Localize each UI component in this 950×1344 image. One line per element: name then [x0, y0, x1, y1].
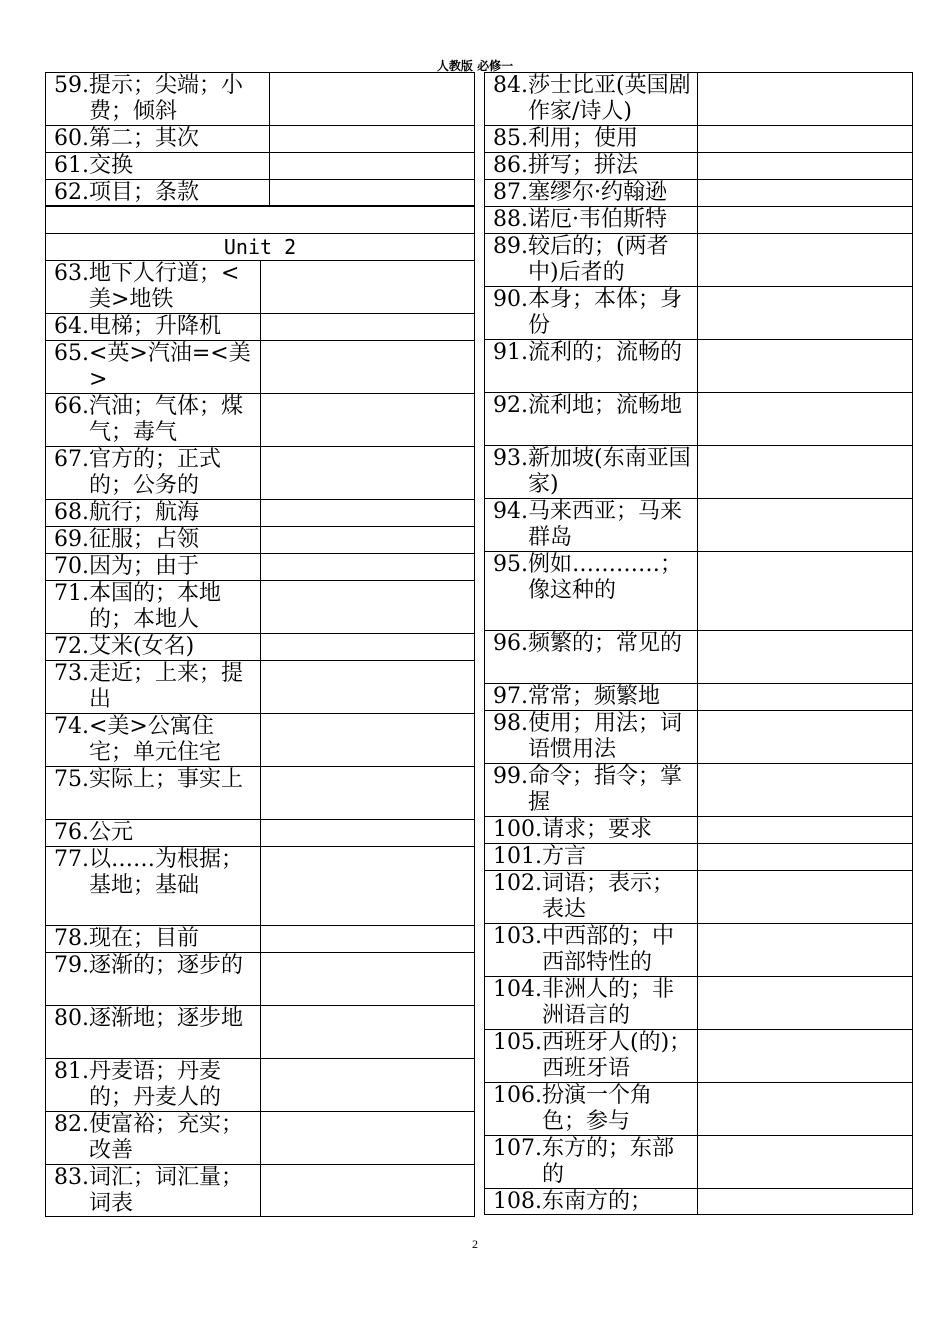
- vocab-row: [45, 499, 475, 526]
- vocab-term: [485, 711, 698, 763]
- answer-blank-cell[interactable]: [698, 977, 912, 1029]
- vocab-row: [484, 683, 913, 710]
- vocab-number: 65.: [54, 341, 89, 366]
- vocab-term: [46, 1165, 261, 1216]
- answer-blank-cell[interactable]: [698, 234, 912, 286]
- vocab-number: 74.: [54, 714, 89, 739]
- vocab-number: 106.: [493, 1083, 542, 1108]
- vocab-meaning: 利用；使用: [528, 126, 639, 151]
- vocab-meaning: 逐渐的；逐步的: [89, 953, 244, 978]
- vocab-term: [46, 394, 261, 446]
- vocab-meaning: 常常；频繁地: [528, 684, 661, 709]
- vocab-number: 59.: [54, 73, 89, 98]
- answer-blank-cell[interactable]: [261, 820, 474, 846]
- vocab-term: [46, 73, 270, 125]
- vocab-term: [46, 953, 261, 1005]
- vocab-number: 85.: [493, 126, 528, 151]
- vocab-number: 94.: [493, 499, 528, 524]
- answer-blank-cell[interactable]: [698, 552, 912, 630]
- vocab-number: 77.: [54, 847, 89, 872]
- vocab-meaning: 请求；要求: [541, 817, 652, 842]
- vocab-number: 82.: [54, 1112, 89, 1137]
- vocab-meaning: 使富裕；充实；改善: [89, 1112, 244, 1163]
- vocab-meaning: 东南方的；: [541, 1189, 652, 1214]
- vocab-term: [485, 1030, 698, 1082]
- vocab-meaning: 新加坡(东南亚国家): [528, 446, 691, 497]
- vocab-meaning: 方言: [541, 844, 586, 869]
- vocab-term: [46, 126, 270, 152]
- vocab-number: 90.: [493, 287, 528, 312]
- vocab-row: [484, 976, 913, 1029]
- vocab-row: [484, 1029, 913, 1082]
- vocab-meaning: 莎士比亚(英国剧作家/诗人): [528, 73, 691, 124]
- vocab-row: [484, 445, 913, 498]
- vocab-meaning: 流利地；流畅地: [528, 393, 683, 418]
- vocab-meaning: 诺厄·韦伯斯特: [528, 207, 667, 232]
- vocab-row: [484, 179, 913, 206]
- vocab-meaning: 逐渐地；逐步地: [89, 1006, 244, 1031]
- vocab-term: [46, 554, 261, 580]
- vocab-meaning: 词汇；词汇量；词表: [89, 1165, 244, 1216]
- answer-blank-cell[interactable]: [261, 714, 474, 766]
- vocab-number: 70.: [54, 554, 89, 579]
- vocab-row: [45, 72, 475, 125]
- vocab-number: 102.: [493, 871, 542, 896]
- answer-blank-cell[interactable]: [698, 764, 912, 816]
- answer-blank-cell[interactable]: [261, 634, 474, 660]
- vocab-row: [484, 843, 913, 870]
- vocab-row: [484, 551, 913, 630]
- vocab-term: [485, 446, 698, 498]
- vocab-meaning: 中西部的；中西部特性的: [541, 924, 674, 975]
- vocab-number: 107.: [493, 1136, 542, 1161]
- left-top-rows: [45, 72, 475, 206]
- vocab-meaning: 较后的；(两者中)后者的: [528, 234, 669, 285]
- vocab-meaning: 征服；占领: [89, 527, 200, 552]
- vocab-term: [46, 500, 261, 526]
- answer-blank-cell[interactable]: [261, 953, 474, 1005]
- answer-blank-cell[interactable]: [698, 1030, 912, 1082]
- vocab-number: 86.: [493, 153, 528, 178]
- vocab-term: [46, 714, 261, 766]
- vocab-term: [46, 581, 261, 633]
- vocab-number: 87.: [493, 180, 528, 205]
- vocab-term: [46, 447, 261, 499]
- vocab-number: 108.: [493, 1189, 542, 1214]
- vocab-term: [485, 180, 698, 206]
- vocab-number: 88.: [493, 207, 528, 232]
- vocab-term: [485, 871, 698, 923]
- answer-blank-cell[interactable]: [698, 446, 912, 498]
- vocab-row: [484, 233, 913, 286]
- answer-blank-cell[interactable]: [698, 684, 912, 710]
- vocab-meaning: <美>公寓住宅；单元住宅: [89, 714, 222, 765]
- vocab-meaning: 地下人行道；<美>地铁: [89, 261, 240, 312]
- vocab-term: [485, 844, 698, 870]
- vocab-term: [485, 552, 698, 630]
- vocab-row: [484, 339, 913, 392]
- vocab-number: 71.: [54, 581, 89, 606]
- vocab-number: 66.: [54, 394, 89, 419]
- vocab-meaning: <英>汽油=<美>: [89, 341, 251, 392]
- vocab-term: [485, 684, 698, 710]
- vocab-number: 76.: [54, 820, 89, 845]
- vocab-row: [45, 313, 475, 340]
- vocab-row: [45, 340, 475, 393]
- vocab-meaning: 走近；上来；提出: [89, 661, 244, 712]
- right-vocab-table: [484, 72, 913, 1215]
- vocab-meaning: 官方的；正式的；公务的: [89, 447, 222, 498]
- vocab-number: 98.: [493, 711, 528, 736]
- vocab-row: [484, 1082, 913, 1135]
- vocab-term: [485, 340, 698, 392]
- vocab-number: 83.: [54, 1165, 89, 1190]
- answer-blank-cell[interactable]: [261, 661, 474, 713]
- vocab-term: [485, 764, 698, 816]
- answer-blank-cell[interactable]: [261, 527, 474, 553]
- vocab-term: [485, 817, 698, 843]
- vocab-row: [45, 260, 475, 313]
- answer-blank-cell[interactable]: [698, 340, 912, 392]
- answer-blank-cell[interactable]: [261, 1059, 474, 1111]
- vocab-number: 89.: [493, 234, 528, 259]
- vocab-meaning: 频繁的；常见的: [528, 631, 683, 656]
- answer-blank-cell[interactable]: [698, 207, 912, 233]
- answer-blank-cell[interactable]: [270, 180, 474, 205]
- vocab-number: 99.: [493, 764, 528, 789]
- vocab-meaning: 因为；由于: [89, 554, 200, 579]
- vocab-number: 97.: [493, 684, 528, 709]
- vocab-meaning: 电梯；升降机: [89, 314, 222, 339]
- left-bottom-rows: [45, 260, 475, 1217]
- vocab-term: [46, 926, 261, 952]
- vocab-number: 105.: [493, 1030, 542, 1055]
- vocab-number: 104.: [493, 977, 542, 1002]
- vocab-meaning: 拼写；拼法: [528, 153, 639, 178]
- vocab-meaning: 塞缪尔·约翰逊: [528, 180, 667, 205]
- answer-blank-cell[interactable]: [270, 126, 474, 152]
- vocab-row: [484, 763, 913, 816]
- vocab-term: [46, 847, 261, 925]
- vocab-term: [485, 631, 698, 683]
- vocab-row: [45, 446, 475, 499]
- answer-blank-cell[interactable]: [698, 499, 912, 551]
- vocab-meaning: 第二；其次: [89, 126, 200, 151]
- vocab-meaning: 流利的；流畅的: [528, 340, 683, 365]
- vocab-row: [484, 152, 913, 179]
- vocab-number: 95.: [493, 552, 528, 577]
- answer-blank-cell[interactable]: [270, 73, 474, 125]
- vocab-term: [485, 126, 698, 152]
- vocab-row: [484, 1188, 913, 1215]
- vocab-meaning: 现在；目前: [89, 926, 200, 951]
- vocab-number: 67.: [54, 447, 89, 472]
- vocab-row: [45, 1058, 475, 1111]
- vocab-meaning: 实际上；事实上: [89, 767, 244, 792]
- vocab-term: [485, 1136, 698, 1188]
- answer-blank-cell[interactable]: [698, 180, 912, 206]
- vocab-row: [45, 553, 475, 580]
- vocab-row: [484, 1135, 913, 1188]
- answer-blank-cell[interactable]: [261, 500, 474, 526]
- vocab-row: [45, 952, 475, 1005]
- vocab-row: [484, 392, 913, 445]
- vocab-row: [45, 925, 475, 952]
- vocab-row: [45, 1164, 475, 1217]
- vocab-meaning: 词语；表示；表达: [541, 871, 674, 922]
- vocab-number: 60.: [54, 126, 89, 151]
- vocab-meaning: 提示；尖端；小费；倾斜: [89, 73, 244, 124]
- answer-blank-cell[interactable]: [261, 926, 474, 952]
- vocab-row: [45, 633, 475, 660]
- vocab-row: [45, 526, 475, 553]
- vocab-meaning: 非洲人的；非洲语言的: [541, 977, 674, 1028]
- page-number: 2: [472, 1237, 478, 1251]
- vocab-row: [45, 152, 475, 179]
- vocab-term: [46, 1059, 261, 1111]
- vocab-row: [45, 846, 475, 925]
- vocab-meaning: 公元: [89, 820, 134, 845]
- answer-blank-cell[interactable]: [261, 341, 474, 393]
- vocab-term: [485, 1083, 698, 1135]
- vocab-number: 61.: [54, 153, 89, 178]
- vocab-term: [485, 234, 698, 286]
- blank-separator-row: [45, 206, 475, 233]
- vocab-term: [485, 1189, 698, 1214]
- vocab-row: [45, 179, 475, 206]
- vocab-term: [485, 287, 698, 339]
- answer-blank-cell[interactable]: [698, 1189, 912, 1214]
- answer-blank-cell[interactable]: [261, 1165, 474, 1216]
- vocab-term: [46, 634, 261, 660]
- answer-blank-cell[interactable]: [698, 871, 912, 923]
- answer-blank-cell[interactable]: [261, 447, 474, 499]
- vocab-number: 63.: [54, 261, 89, 286]
- vocab-meaning: 西班牙人(的)；西班牙语: [541, 1030, 692, 1081]
- answer-blank-cell[interactable]: [261, 394, 474, 446]
- vocab-term: [46, 261, 261, 313]
- vocab-term: [46, 661, 261, 713]
- answer-blank-cell[interactable]: [698, 287, 912, 339]
- vocab-number: 93.: [493, 446, 528, 471]
- answer-blank-cell[interactable]: [698, 844, 912, 870]
- vocab-term: [46, 153, 270, 179]
- vocab-number: 84.: [493, 73, 528, 98]
- answer-blank-cell[interactable]: [698, 711, 912, 763]
- vocab-number: 73.: [54, 661, 89, 686]
- vocab-term: [46, 1006, 261, 1058]
- answer-blank-cell[interactable]: [698, 73, 912, 125]
- vocab-meaning: 使用；用法；词语惯用法: [528, 711, 683, 762]
- vocab-term: [46, 820, 261, 846]
- answer-blank-cell[interactable]: [261, 554, 474, 580]
- vocab-meaning: 项目；条款: [89, 180, 200, 205]
- answer-blank-cell[interactable]: [698, 393, 912, 445]
- vocab-number: 78.: [54, 926, 89, 951]
- vocab-meaning: 航行；航海: [89, 500, 200, 525]
- vocab-meaning: 丹麦语；丹麦的；丹麦人的: [89, 1059, 222, 1110]
- vocab-row: [484, 710, 913, 763]
- vocab-term: [485, 924, 698, 976]
- answer-blank-cell[interactable]: [698, 924, 912, 976]
- vocab-row: [45, 819, 475, 846]
- vocab-term: [46, 314, 261, 340]
- unit-heading: Unit 2: [45, 233, 475, 260]
- vocab-row: [484, 630, 913, 683]
- vocab-row: [484, 286, 913, 339]
- vocab-number: 75.: [54, 767, 89, 792]
- vocab-meaning: 本国的；本地的；本地人: [89, 581, 222, 632]
- vocab-meaning: 东方的；东部的: [541, 1136, 674, 1187]
- vocab-term: [485, 73, 698, 125]
- vocab-row: [45, 766, 475, 819]
- vocab-number: 62.: [54, 180, 89, 205]
- answer-blank-cell[interactable]: [261, 1112, 474, 1164]
- answer-blank-cell[interactable]: [270, 153, 474, 179]
- vocab-number: 64.: [54, 314, 89, 339]
- vocab-number: 80.: [54, 1006, 89, 1031]
- vocab-number: 92.: [493, 393, 528, 418]
- answer-blank-cell[interactable]: [698, 631, 912, 683]
- vocab-row: [45, 660, 475, 713]
- vocab-meaning: 以……为根据；基地；基础: [89, 847, 244, 898]
- vocab-number: 101.: [493, 844, 542, 869]
- vocab-meaning: 艾米(女名): [89, 634, 195, 659]
- vocab-number: 69.: [54, 527, 89, 552]
- vocab-row: [45, 1111, 475, 1164]
- vocab-term: [46, 527, 261, 553]
- vocab-meaning: 马来西亚；马来群岛: [528, 499, 683, 550]
- vocab-meaning: 交换: [89, 153, 134, 178]
- answer-blank-cell[interactable]: [698, 1083, 912, 1135]
- left-vocab-table: [45, 72, 475, 1217]
- answer-blank-cell[interactable]: [261, 767, 474, 819]
- vocab-number: 100.: [493, 817, 542, 842]
- answer-blank-cell[interactable]: [261, 1006, 474, 1058]
- answer-blank-cell[interactable]: [698, 153, 912, 179]
- answer-blank-cell[interactable]: [698, 1136, 912, 1188]
- answer-blank-cell[interactable]: [261, 261, 474, 313]
- vocab-meaning: 本身；本体；身份: [528, 287, 683, 338]
- answer-blank-cell[interactable]: [698, 126, 912, 152]
- vocab-row: [45, 393, 475, 446]
- page-header: 人教版 必修一: [436, 59, 514, 73]
- vocab-row: [484, 816, 913, 843]
- vocab-row: [484, 72, 913, 125]
- answer-blank-cell[interactable]: [261, 847, 474, 925]
- vocab-number: 81.: [54, 1059, 89, 1084]
- vocab-row: [45, 125, 475, 152]
- vocab-meaning: 例如…………；像这种的: [528, 552, 683, 603]
- vocab-term: [46, 180, 270, 205]
- vocab-row: [45, 1005, 475, 1058]
- vocab-term: [485, 499, 698, 551]
- vocab-number: 91.: [493, 340, 528, 365]
- vocab-row: [484, 870, 913, 923]
- vocab-meaning: 扮演一个角色；参与: [541, 1083, 652, 1134]
- vocab-term: [46, 1112, 261, 1164]
- vocab-meaning: 命令；指令；掌握: [528, 764, 683, 815]
- vocab-term: [46, 767, 261, 819]
- vocab-term: [46, 341, 261, 393]
- vocab-row: [484, 206, 913, 233]
- vocab-meaning: 汽油；气体；煤气；毒气: [89, 394, 244, 445]
- vocab-term: [485, 207, 698, 233]
- vocab-row: [45, 713, 475, 766]
- vocab-term: [485, 153, 698, 179]
- vocab-number: 79.: [54, 953, 89, 978]
- answer-blank-cell[interactable]: [261, 314, 474, 340]
- vocab-term: [485, 393, 698, 445]
- vocab-number: 96.: [493, 631, 528, 656]
- vocab-row: [45, 580, 475, 633]
- vocab-number: 103.: [493, 924, 542, 949]
- answer-blank-cell[interactable]: [261, 581, 474, 633]
- vocab-number: 72.: [54, 634, 89, 659]
- vocab-row: [484, 923, 913, 976]
- answer-blank-cell[interactable]: [698, 817, 912, 843]
- vocab-row: [484, 125, 913, 152]
- vocab-row: [484, 498, 913, 551]
- vocab-term: [485, 977, 698, 1029]
- vocab-number: 68.: [54, 500, 89, 525]
